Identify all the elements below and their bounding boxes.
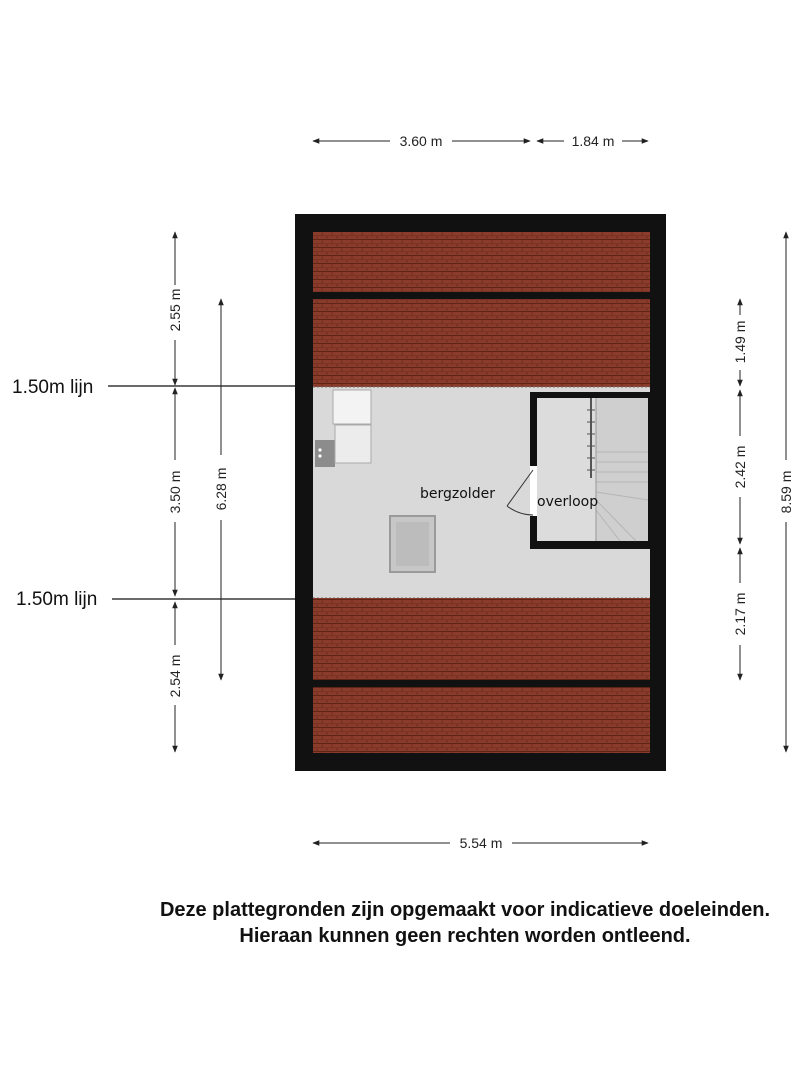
roof-window-pane — [396, 522, 429, 566]
boiler-knob-2 — [318, 454, 321, 457]
roof-tiles-top-1 — [313, 232, 650, 292]
dim-left-total: 6.28 m — [213, 467, 229, 511]
roof-beam-bottom — [313, 680, 650, 687]
dim-right-top: 1.49 m — [732, 320, 748, 364]
overloop-label: overloop — [537, 494, 599, 510]
disclaimer — [0, 897, 810, 949]
dim-top-right: 1.84 m — [571, 133, 615, 149]
dim-bottom: 5.54 m — [459, 835, 503, 851]
dim-right-bottom: 2.17 m — [732, 592, 748, 636]
dim-right-middle: 2.42 m — [732, 445, 748, 489]
upper-line-label: 1.50m lijn — [12, 377, 94, 398]
disclaimer-line-2: Hieraan kunnen geen rechten worden ontleend. — [239, 925, 691, 947]
dim-top-left: 3.60 m — [399, 133, 443, 149]
lower-line-label: 1.50m lijn — [16, 589, 98, 610]
roof-beam-top — [313, 292, 650, 299]
roof-tiles-top-2 — [313, 299, 650, 387]
disclaimer-line-1: Deze plattegronden zijn opgemaakt voor indicatieve doeleinden. — [159, 899, 771, 921]
dim-left-bottom: 2.54 m — [167, 654, 183, 698]
dryer — [335, 425, 371, 463]
washing-machine — [333, 390, 371, 424]
dim-left-middle: 3.50 m — [167, 470, 183, 514]
boiler — [315, 440, 335, 467]
dim-right-total: 8.59 m — [778, 470, 794, 514]
staircase — [596, 398, 648, 541]
dim-left-top: 2.55 m — [167, 288, 183, 332]
boiler-knob-1 — [318, 448, 321, 451]
bergzolder-label: bergzolder — [420, 486, 495, 502]
roof-tiles-bottom-2 — [313, 687, 650, 753]
roof-tiles-bottom-1 — [313, 598, 650, 680]
